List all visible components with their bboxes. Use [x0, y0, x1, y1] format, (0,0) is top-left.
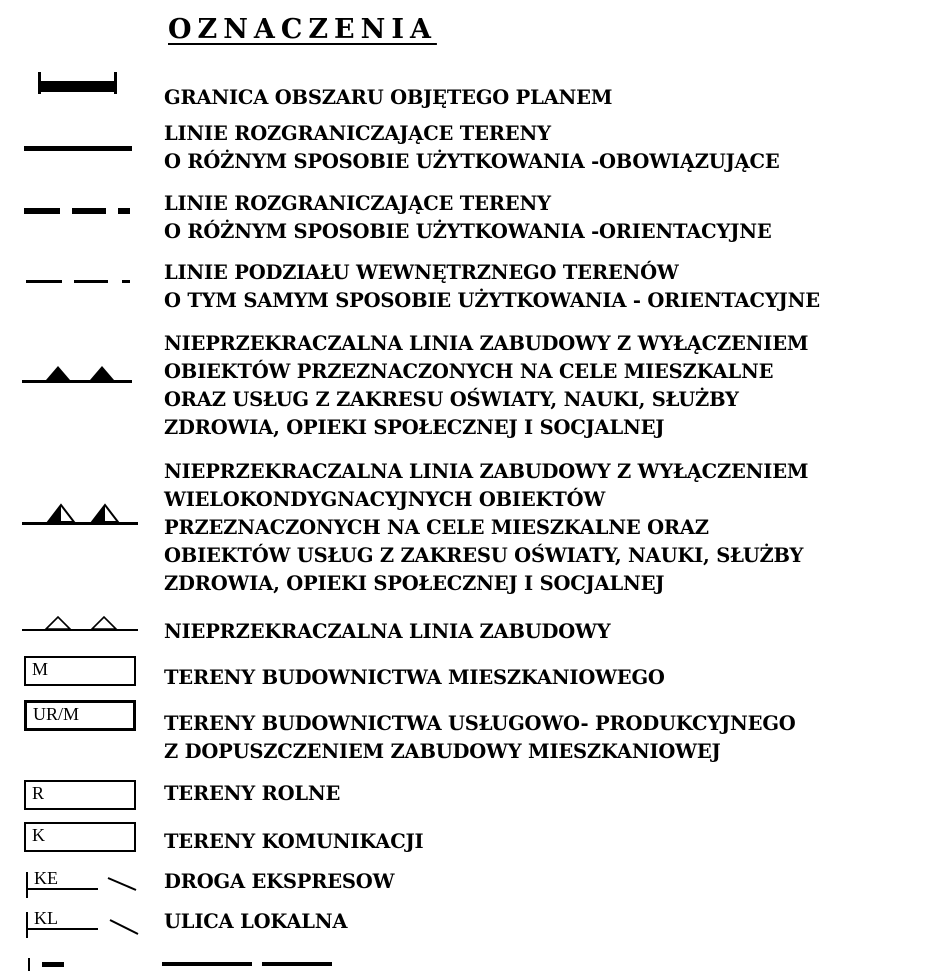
road-code-label: KL — [34, 908, 58, 928]
legend-text-line: WIELOKONDYGNACYJNYCH OBIEKTÓW — [164, 488, 606, 511]
solid-line-icon — [0, 120, 140, 176]
legend-text-line: LINIE ROZGRANICZAJĄCE TERENY — [164, 122, 551, 145]
land-code-box-icon — [24, 700, 136, 731]
legend-text-line: ZDROWIA, OPIEKI SPOŁECZNEJ I SOCJALNEJ — [164, 572, 665, 595]
legend-item-text — [164, 908, 904, 936]
legend-text-line: NIEPRZEKRACZALNA LINIA ZABUDOWY Z WYŁĄCZENIEM — [164, 332, 809, 355]
land-code-box-icon — [24, 780, 136, 810]
legend-text-line: ZDROWIA, OPIEKI SPOŁECZNEJ I SOCJALNEJ — [164, 416, 665, 439]
land-code-label: K — [32, 825, 45, 845]
legend-text-line: LINIE ROZGRANICZAJĄCE TERENY — [164, 192, 551, 215]
boundary-thick-line-icon — [0, 68, 140, 102]
legend-text-line: ORAZ USŁUG Z ZAKRESU OŚWIATY, NAUKI, SŁUŻBY — [164, 388, 739, 411]
legend-item-text — [164, 84, 904, 112]
legend-text-line: OBIEKTÓW USŁUG Z ZAKRESU OŚWIATY, NAUKI, SŁUŻBY — [164, 544, 804, 567]
dash-line-icon — [0, 190, 140, 246]
legend-text-line: OBIEKTÓW PRZEZNACZONYCH NA CELE MIESZKALNE — [164, 360, 774, 383]
legend-text-line: Z DOPUSZCZENIEM ZABUDOWY MIESZKANIOWEJ — [164, 740, 721, 763]
cut-off-row-fragment — [28, 958, 888, 971]
legend-text-line: DROGA EKSPRESOW — [164, 870, 395, 893]
legend-item-text — [164, 120, 904, 176]
open-triangle-line-icon — [0, 616, 140, 650]
legend-text-line: GRANICA OBSZARU OBJĘTEGO PLANEM — [164, 86, 613, 109]
legend-text-line: NIEPRZEKRACZALNA LINIA ZABUDOWY Z WYŁĄCZENIEM — [164, 460, 809, 483]
legend-text-line: PRZEZNACZONYCH NA CELE MIESZKALNE ORAZ — [164, 516, 709, 539]
legend-text-line: TERENY BUDOWNICTWA MIESZKANIOWEGO — [164, 666, 665, 689]
land-code-label: M — [32, 659, 49, 679]
legend-text-line: O RÓŻNYM SPOSOBIE UŻYTKOWANIA -OBOWIĄZUJĄCE — [164, 150, 780, 173]
legend-text-line: ULICA LOKALNA — [164, 910, 348, 933]
legend-text-line: NIEPRZEKRACZALNA LINIA ZABUDOWY — [164, 620, 611, 643]
land-code-label: R — [32, 783, 45, 803]
legend-item-text — [164, 780, 904, 808]
legend-text-line: LINIE PODZIAŁU WEWNĘTRZNEGO TERENÓW — [164, 261, 679, 284]
legend-item-text — [164, 259, 904, 315]
land-code-label: UR/M — [33, 704, 80, 724]
legend-item-text — [164, 190, 904, 246]
road-class-icon — [0, 866, 140, 902]
land-code-box-icon — [24, 656, 136, 686]
legend-text-line: TERENY BUDOWNICTWA USŁUGOWO- PRODUKCYJNEGO — [164, 712, 796, 735]
legend-text-line: O RÓŻNYM SPOSOBIE UŻYTKOWANIA -ORIENTACYJNE — [164, 220, 772, 243]
road-class-icon — [0, 906, 140, 942]
legend-title: OZNACZENIA — [168, 14, 437, 45]
road-code-label: KE — [34, 868, 58, 888]
legend-item-text — [164, 618, 904, 646]
filled-triangle-line-icon — [0, 330, 140, 442]
thin-dash-line-icon — [0, 259, 140, 315]
half-filled-triangle-line-icon — [0, 458, 140, 598]
legend-text-line: O TYM SAMYM SPOSOBIE UŻYTKOWANIA - ORIENTACYJNE — [164, 289, 820, 312]
land-code-box-icon — [24, 822, 136, 852]
legend-text-line: TERENY KOMUNIKACJI — [164, 830, 424, 853]
legend-item-text — [164, 458, 904, 598]
legend-item-text — [164, 828, 904, 856]
legend-text-line: TERENY ROLNE — [164, 782, 341, 805]
legend-item-text — [164, 330, 904, 442]
legend-item-text — [164, 710, 904, 766]
legend-item-text — [164, 664, 904, 692]
legend-item-text — [164, 868, 904, 896]
